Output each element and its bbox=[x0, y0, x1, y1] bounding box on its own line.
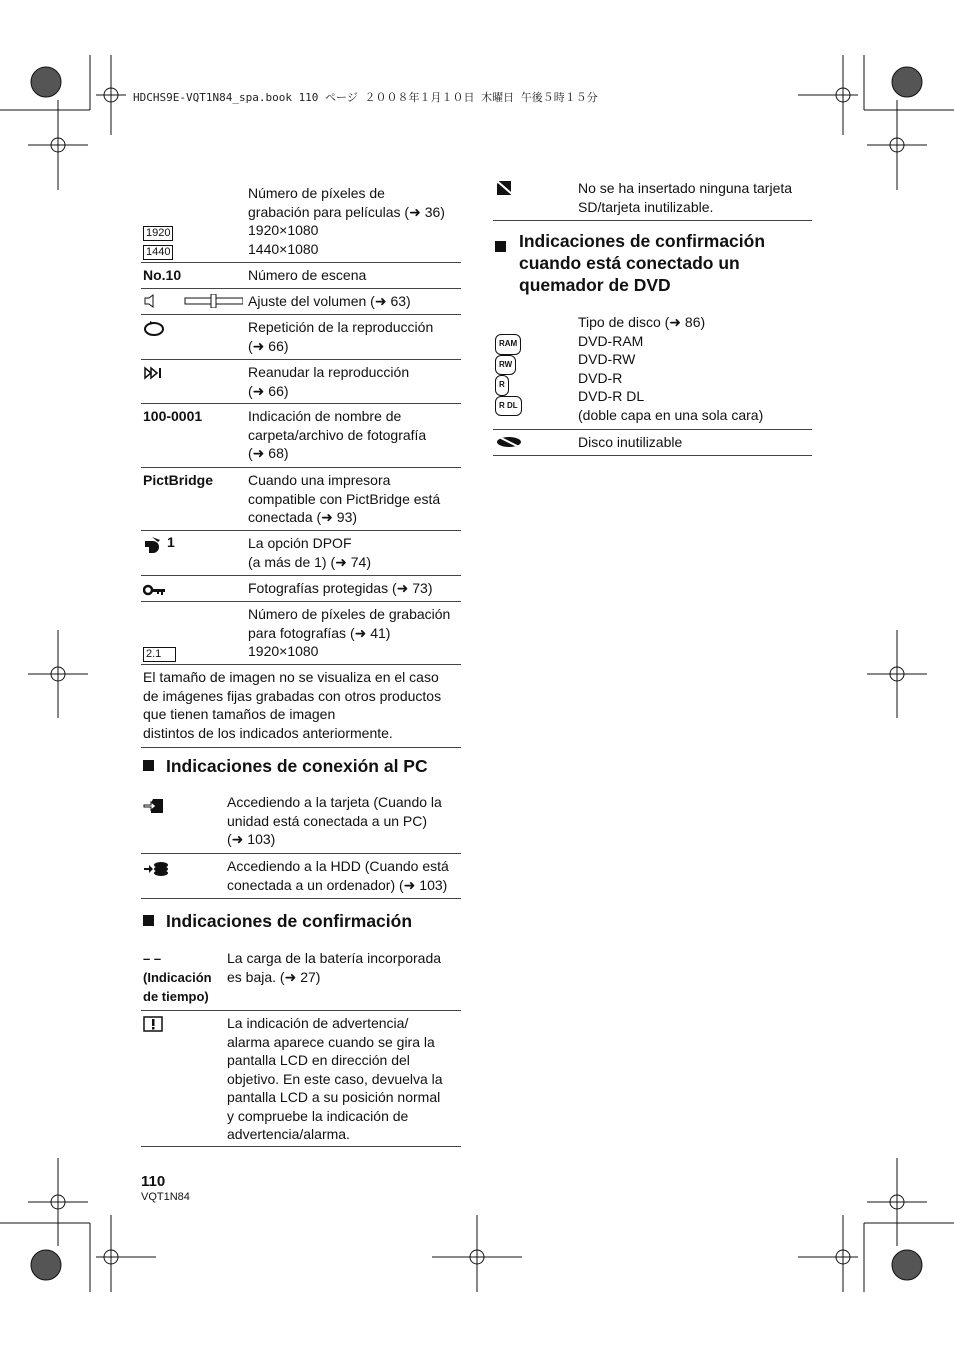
row-text: No se ha insertado ninguna tarjeta bbox=[578, 180, 793, 196]
row-text: (➜ 66) bbox=[248, 382, 289, 399]
row-text: La carga de la batería incorporada bbox=[227, 950, 442, 966]
row-text: alarma aparece cuando se gira la bbox=[227, 1033, 435, 1050]
section-heading-pc bbox=[143, 755, 428, 777]
row-text: pantalla LCD a su posición normal bbox=[227, 1089, 441, 1105]
row-text: Disco inutilizable bbox=[578, 434, 683, 450]
document-code: VQT1N84 bbox=[141, 1191, 190, 1203]
confirm-table bbox=[141, 948, 461, 1147]
table-row bbox=[141, 315, 461, 360]
row-text: conectada a un ordenador) (➜ 103) bbox=[227, 876, 448, 893]
table-row bbox=[141, 602, 461, 665]
disc-ram-icon: RAM bbox=[495, 334, 522, 355]
row-key: de tiempo) bbox=[143, 989, 209, 1004]
table-note bbox=[141, 665, 461, 748]
row-key: No.10 bbox=[143, 267, 182, 283]
disc-r-icon: R bbox=[495, 375, 522, 396]
row-text: (doble capa en una sola cara) bbox=[578, 406, 764, 423]
row-text: La opción DPOF bbox=[248, 535, 352, 551]
section-title: Indicaciones de confirmación bbox=[166, 911, 413, 931]
row-text: carpeta/archivo de fotografía bbox=[248, 426, 427, 443]
photo-size-badge: 2.1 bbox=[143, 647, 176, 662]
row-text: (a más de 1) (➜ 74) bbox=[248, 553, 371, 570]
table-row bbox=[141, 468, 461, 531]
section-heading-dvd bbox=[495, 230, 765, 296]
disc-rdl-icon: R DL bbox=[495, 396, 522, 417]
volume-icon bbox=[143, 294, 243, 313]
row-text: DVD-RAM bbox=[578, 332, 644, 349]
row-key: 100-0001 bbox=[143, 408, 203, 424]
dvd-table bbox=[493, 312, 812, 456]
row-text: Accediendo a la HDD (Cuando está bbox=[227, 858, 449, 874]
card-status-table bbox=[493, 178, 812, 221]
row-key: – – bbox=[143, 951, 162, 966]
resume-play-icon bbox=[143, 366, 165, 385]
resolution-badge: 1440 bbox=[143, 245, 173, 260]
table-row bbox=[493, 178, 812, 221]
row-text: (➜ 68) bbox=[248, 445, 289, 461]
unusable-disc-icon bbox=[495, 435, 523, 454]
row-text: La indicación de advertencia/ bbox=[227, 1015, 409, 1031]
disc-rw-icon: RW bbox=[495, 355, 522, 376]
row-text: Reanudar la reproducción bbox=[248, 364, 410, 380]
table-row bbox=[493, 312, 812, 430]
table-row bbox=[141, 1011, 461, 1147]
table-row bbox=[141, 531, 461, 576]
row-key: 1 bbox=[167, 534, 175, 550]
table-row bbox=[493, 430, 812, 456]
row-text: objetivo. En este caso, devuelva la bbox=[227, 1070, 443, 1087]
row-text: DVD-R DL bbox=[578, 388, 645, 404]
section-title: Indicaciones de conexión al PC bbox=[166, 756, 428, 776]
section-title: Indicaciones de confirmación bbox=[519, 231, 766, 251]
note-line: de imágenes fijas grabadas con otros productos bbox=[143, 687, 442, 704]
row-text: para fotografías (➜ 41) bbox=[248, 624, 391, 641]
row-text: 1440×1080 bbox=[248, 240, 319, 257]
table-row bbox=[141, 948, 461, 1011]
row-text: compatible con PictBridge está bbox=[248, 490, 441, 507]
row-text: Número de escena bbox=[248, 267, 367, 283]
note-line: El tamaño de imagen no se visualiza en el caso bbox=[143, 669, 439, 685]
resolution-badge: 1920 bbox=[143, 226, 173, 241]
pc-table bbox=[141, 792, 461, 899]
row-text: Accediendo a la tarjeta (Cuando la bbox=[227, 794, 442, 810]
card-access-icon bbox=[143, 797, 167, 820]
no-card-icon bbox=[495, 180, 515, 201]
repeat-icon bbox=[143, 320, 165, 341]
row-text: Número de píxeles de grabación bbox=[248, 606, 451, 622]
table-row bbox=[141, 792, 461, 854]
row-text: y compruebe la indicación de bbox=[227, 1107, 409, 1124]
section-title: quemador de DVD bbox=[519, 275, 671, 295]
row-text: Repetición de la reproducción bbox=[248, 319, 434, 335]
row-text: pantalla LCD en dirección del bbox=[227, 1052, 410, 1068]
row-text: grabación para películas (➜ 36) bbox=[248, 203, 445, 220]
table-row bbox=[141, 404, 461, 468]
protect-key-icon bbox=[143, 582, 167, 601]
table-row bbox=[141, 263, 461, 289]
page-number: 110 bbox=[141, 1173, 166, 1190]
row-text: DVD-R bbox=[578, 369, 623, 386]
row-text: (➜ 66) bbox=[248, 337, 289, 354]
row-text: conectada (➜ 93) bbox=[248, 509, 358, 525]
dpof-icon bbox=[143, 535, 161, 558]
row-text: DVD-RW bbox=[578, 351, 636, 367]
table-row bbox=[141, 183, 461, 263]
row-text: (➜ 103) bbox=[227, 831, 276, 847]
book-header: HDCHS9E-VQT1N84_spa.book 110 ページ ２００８年１月１０日 木曜日 午後５時１５分 bbox=[133, 91, 598, 104]
row-text: Ajuste del volumen (➜ 63) bbox=[248, 293, 411, 309]
row-text: 1920×1080 bbox=[248, 222, 319, 238]
row-text: 1920×1080 bbox=[248, 643, 319, 659]
table-row bbox=[141, 576, 461, 602]
row-text: Cuando una impresora bbox=[248, 472, 391, 488]
row-key: (Indicación bbox=[143, 970, 212, 985]
row-text: advertencia/alarma. bbox=[227, 1126, 350, 1142]
note-line: que tienen tamaños de imagen bbox=[143, 706, 336, 722]
row-text: es baja. (➜ 27) bbox=[227, 968, 321, 985]
row-text: Número de píxeles de bbox=[248, 185, 385, 201]
section-title: cuando está conectado un bbox=[519, 253, 740, 273]
table-row bbox=[141, 360, 461, 404]
row-text: Tipo de disco (➜ 86) bbox=[578, 314, 706, 330]
table-row bbox=[141, 289, 461, 315]
row-key: PictBridge bbox=[143, 472, 214, 488]
row-text: unidad está conectada a un PC) bbox=[227, 812, 428, 829]
row-text: Fotografías protegidas (➜ 73) bbox=[248, 580, 433, 596]
row-text: SD/tarjeta inutilizable. bbox=[578, 198, 714, 215]
hdd-access-icon bbox=[143, 860, 169, 883]
section-heading-confirm bbox=[143, 910, 412, 932]
row-text: Indicación de nombre de bbox=[248, 408, 402, 424]
note-line: distintos de los indicados anteriormente. bbox=[143, 724, 393, 741]
warning-icon bbox=[143, 1016, 165, 1037]
indicator-table bbox=[141, 183, 461, 748]
table-row bbox=[141, 854, 461, 899]
